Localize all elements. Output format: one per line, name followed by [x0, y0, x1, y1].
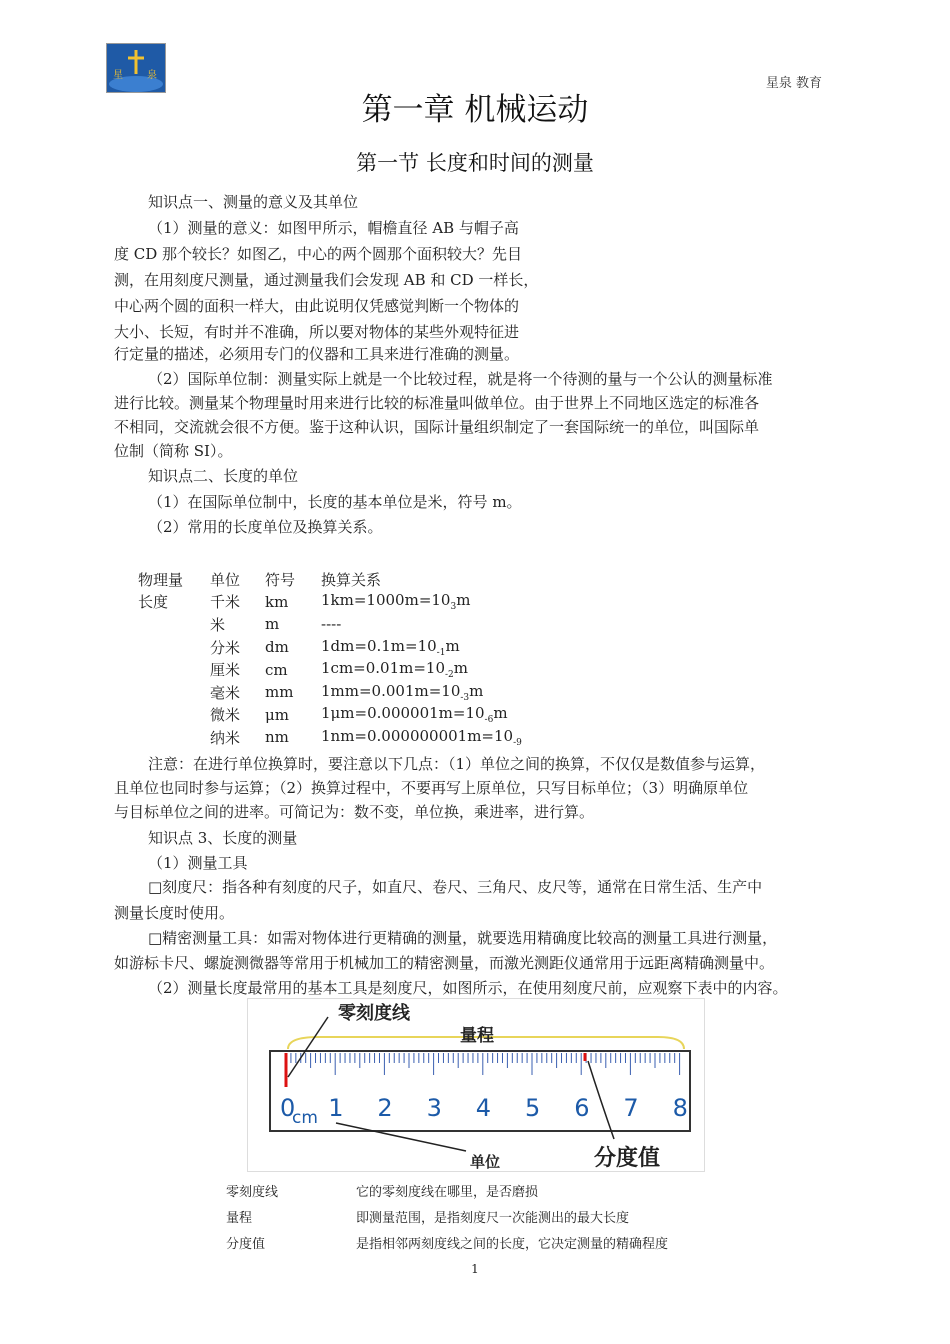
note-line: 且单位也同时参与运算；（2）换算过程中，不要再写上原单位，只写目标单位；（3）明确原单位	[114, 779, 749, 797]
relation-tail: m	[445, 636, 460, 655]
unit-cell: 千米	[210, 593, 241, 612]
relation-cell	[321, 591, 541, 614]
ruler-number: 4	[475, 1094, 492, 1122]
kp3-heading: 知识点 3、长度的测量	[148, 829, 298, 847]
table-header: 符号	[265, 570, 296, 589]
unit-cell: 纳米	[210, 728, 241, 747]
exponent: -3	[460, 692, 470, 703]
chapter-title: 第一章 机械运动	[361, 92, 589, 128]
relation-text: 1mm=0.001m=10	[321, 681, 461, 700]
range-label: 量程	[460, 1026, 494, 1046]
table-header: 单位	[210, 570, 241, 589]
unit-cell: 厘米	[210, 661, 241, 680]
exponent: -1	[436, 647, 446, 658]
note-line: 注意：在进行单位换算时，要注意以下几点：（1）单位之间的换算，不仅仅是数值参与运算，	[148, 755, 766, 773]
ruler-number: 3	[426, 1094, 442, 1122]
table-header: 物理量	[138, 570, 184, 589]
ruler-number: 0	[280, 1094, 296, 1122]
kp3-sub2: （2）测量长度最常用的基本工具是刻度尺，如图所示，在使用刻度尺前，应观察下表中的内容。	[148, 979, 788, 997]
description-cell: 它的零刻度线在哪里，是否磨损	[356, 1184, 539, 1200]
symbol-cell: cm	[265, 660, 288, 679]
relation-tail: m	[493, 704, 508, 723]
kp1-p2-line: 不相同，交流就会很不方便。鉴于这种认识，国际计量组织制定了一套国际统一的单位，叫国际单	[114, 418, 760, 436]
unit-cell: 毫米	[210, 683, 241, 702]
kp3-bullet1-line: 测量长度时使用。	[114, 904, 235, 922]
kp1-p1-line: 大小、长短，有时并不准确，所以要对物体的某些外观特征进	[114, 323, 520, 341]
ruler-number: 5	[525, 1094, 541, 1122]
table-row	[138, 704, 541, 727]
ruler-number: 7	[623, 1094, 639, 1122]
kp1-p1-line: 测，在用刻度尺测量，通过测量我们会发现 AB 和 CD 一样长，	[114, 271, 539, 289]
ruler-number: 1	[328, 1094, 344, 1122]
relation-tail: m	[469, 681, 484, 700]
unit-cell: 分米	[210, 638, 241, 657]
table-row	[226, 1229, 668, 1255]
table-header-row	[138, 568, 541, 591]
ruler-number: 6	[574, 1094, 590, 1122]
page-number: 1	[471, 1262, 479, 1276]
symbol-cell: m	[265, 615, 280, 634]
ruler-number: 2	[377, 1094, 393, 1122]
relation-cell	[321, 704, 541, 727]
relation-cell	[321, 636, 541, 659]
kp1-p2-line: 位制（简称 SI）。	[114, 442, 233, 460]
exponent: -6	[484, 715, 494, 726]
kp3-bullet1-line: □刻度尺：指各种有刻度的尺子，如直尺、卷尺、三角尺、皮尺等，通常在日常生活、生产中	[148, 878, 763, 896]
table-row	[226, 1177, 668, 1203]
unit-cm-text: cm	[292, 1108, 318, 1128]
unit-cell: 微米	[210, 706, 241, 725]
section-title: 第一节 长度和时间的测量	[356, 151, 594, 175]
table-row	[226, 1203, 668, 1229]
relation-cell	[321, 726, 541, 749]
term-cell: 量程	[226, 1210, 253, 1226]
svg-text:泉: 泉	[147, 70, 157, 81]
kp1-p1-line: 度 CD 那个较长？如图乙，中心的两个圆那个面积较大？先目	[114, 245, 523, 263]
division-label: 分度值	[594, 1146, 661, 1171]
kp1-p1-line: 中心两个圆的面积一样大，由此说明仅凭感觉判断一个物体的	[114, 297, 520, 315]
exponent: -9	[513, 737, 522, 748]
relation-tail: m	[453, 659, 469, 678]
kp2-p2: （2）常用的长度单位及换算关系。	[148, 518, 383, 536]
quantity-cell: 长度	[138, 593, 169, 612]
term-cell: 分度值	[226, 1236, 266, 1252]
symbol-cell: dm	[265, 638, 289, 657]
kp3-sub1: （1）测量工具	[148, 854, 248, 872]
description-cell: 是指相邻两刻度线之间的长度，它决定测量的精确程度	[356, 1236, 669, 1252]
kp1-p1-line: 行定量的描述，必须用专门的仪器和工具来进行准确的测量。	[114, 345, 520, 363]
brand-name: 星泉 教育	[765, 76, 822, 91]
zero-line-label: 零刻度线	[338, 1003, 410, 1024]
svg-text:星: 星	[113, 70, 123, 81]
relation-text: 1μm=0.000001m=10	[321, 704, 485, 723]
table-row	[138, 681, 541, 704]
unit-table	[138, 568, 541, 749]
symbol-cell: μm	[265, 705, 289, 724]
kp3-bullet2-line: 如游标卡尺、螺旋测微器等常用于机械加工的精密测量，而激光测距仪通常用于远距离精确测量中。	[114, 954, 775, 972]
relation-text: 1dm=0.1m=10	[321, 636, 437, 655]
ruler-definition-table	[226, 1177, 668, 1255]
note-line: 与目标单位之间的进率。可简记为：数不变，单位换，乘进率，进行算。	[114, 803, 595, 821]
table-row	[138, 658, 541, 681]
relation-text: 1nm=0.000000001m=10	[321, 726, 514, 745]
table-row	[138, 613, 541, 636]
ruler-illustration	[248, 999, 704, 1171]
table-row	[138, 591, 541, 614]
kp2-p1: （1）在国际单位制中，长度的基本单位是米，符号 m。	[148, 493, 522, 511]
table-row	[138, 726, 541, 749]
unit-cell: 米	[210, 615, 226, 634]
exponent: -2	[445, 670, 454, 681]
ruler-numbers	[280, 1094, 688, 1122]
kp1-heading: 知识点一、测量的意义及其单位	[148, 193, 359, 211]
unit-label: 单位	[470, 1153, 501, 1171]
table-header: 换算关系	[321, 570, 382, 589]
description-cell: 即测量范围，是指刻度尺一次能测出的最大长度	[356, 1210, 630, 1226]
kp1-p2-line: （2）国际单位制：测量实际上就是一个比较过程，就是将一个待测的量与一个公认的测量标准	[148, 370, 773, 388]
symbol-cell: mm	[265, 683, 294, 702]
term-cell: 零刻度线	[226, 1184, 279, 1200]
kp1-p1-line: （1）测量的意义：如图甲所示，帽檐直径 AB 与帽子高	[148, 219, 519, 237]
relation-cell	[321, 681, 541, 704]
symbol-cell: km	[265, 592, 289, 611]
kp1-p2-line: 进行比较。测量某个物理量时用来进行比较的标准量叫做单位。由于世界上不同地区选定的标准各	[114, 394, 760, 412]
relation-cell	[321, 658, 541, 681]
relation-text: 1km=1000m=10	[321, 591, 451, 610]
table-row	[138, 636, 541, 659]
ruler-figure	[247, 998, 705, 1172]
exponent: 3	[450, 602, 457, 613]
relation-tail: m	[456, 591, 471, 610]
relation-text: 1cm=0.01m=10	[321, 659, 446, 678]
kp2-heading: 知识点二、长度的单位	[148, 467, 299, 485]
symbol-cell: nm	[265, 728, 289, 747]
relation-cell: ----	[321, 615, 342, 634]
ruler-number: 8	[672, 1094, 688, 1122]
kp3-bullet2-line: □精密测量工具：如需对物体进行更精确的测量，就要选用精确度比较高的测量工具进行测量，	[148, 929, 778, 947]
